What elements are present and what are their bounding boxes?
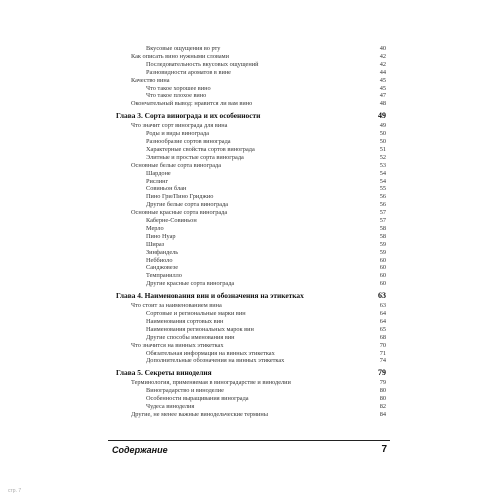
toc-page-number: 70 xyxy=(379,341,386,349)
toc-page-number: 79 xyxy=(378,368,386,378)
toc-page-number: 68 xyxy=(379,333,386,341)
toc-page-number: 64 xyxy=(379,310,386,317)
toc-page-number: 57 xyxy=(379,217,386,224)
toc-page-number: 60 xyxy=(379,280,386,288)
toc-page-number: 79 xyxy=(379,379,386,387)
toc-entry-title: Что такое плохое вино xyxy=(146,92,207,100)
toc-entry-title: Что значит сорт винограда для вина xyxy=(131,122,228,130)
toc-entry-title: Другие белые сорта винограда xyxy=(146,201,229,209)
toc-entry-title: Обязательная информация на винных этикетках xyxy=(146,349,275,357)
toc-page-number: 82 xyxy=(379,403,386,410)
toc-page-number: 80 xyxy=(379,395,386,403)
toc-entry-title: Чудеса виноделия xyxy=(146,403,195,410)
toc-page-number: 64 xyxy=(379,317,386,325)
toc-entry-title: Что такое хорошее вино xyxy=(146,84,211,92)
toc-page-number: 49 xyxy=(379,122,386,130)
toc-page-number: 42 xyxy=(379,52,386,60)
toc-page-number: 59 xyxy=(379,240,386,248)
toc-entry-title: Другие способы именования вин xyxy=(146,333,235,341)
toc-entry-title: Каберне-Совиньон xyxy=(146,217,197,224)
toc-page-number: 56 xyxy=(379,193,386,201)
toc-entry-title: Пино Гри/Пино Гриджио xyxy=(146,193,214,201)
toc-entry-title: Наименования сортовых вин xyxy=(146,317,224,325)
toc-page-number: 49 xyxy=(378,111,386,121)
toc-entry-title: Что стоит за наименованием вина xyxy=(131,302,222,310)
toc-entry-title: Санджовезе xyxy=(146,264,179,272)
toc-entry-title: Пино Нуар xyxy=(146,232,176,240)
toc-page-number: 71 xyxy=(379,349,386,357)
toc-page-number: 45 xyxy=(379,84,386,92)
toc-page-number: 63 xyxy=(379,302,386,310)
toc-entry-title: Особенности выращивания винограда xyxy=(146,395,249,403)
toc-entry-title: Терминология, применяемая в виноградарстве и виноделии xyxy=(131,379,291,387)
toc-entry-title: Наименования региональных марок вин xyxy=(146,325,254,333)
toc-entry-title: Мерло xyxy=(146,224,164,232)
toc-entry-title: Другие, не менее важные винодельческие термины xyxy=(131,410,268,418)
toc-entry-title: Основные белые сорта винограда xyxy=(131,161,222,169)
toc-page-number: 53 xyxy=(379,161,386,169)
footer-title: Содержание xyxy=(112,445,168,455)
toc-page-number: 42 xyxy=(379,60,386,68)
toc-entry-title: Роды и виды винограда xyxy=(146,130,210,138)
toc-page-number: 84 xyxy=(379,410,386,418)
toc-page-number: 60 xyxy=(379,256,386,264)
toc-entry-title: Окончательный вывод: нравится ли вам вино xyxy=(131,100,253,108)
toc-entry-title: Разновидности ароматов в вине xyxy=(146,68,231,76)
toc-page-number: 60 xyxy=(379,264,386,272)
toc-entry-title: Элитные и простые сорта винограда xyxy=(146,153,244,161)
toc-page-number: 45 xyxy=(379,76,386,84)
toc-entry-title: Виноградарство и виноделие xyxy=(146,387,224,395)
toc-entry-title: Что значится на винных этикетках xyxy=(131,341,224,349)
toc-entry-title: Шираз xyxy=(146,240,165,248)
toc-entry-title: Темпранилло xyxy=(146,272,182,280)
toc-entry-title: Зинфандель xyxy=(146,248,179,256)
toc-page-number: 74 xyxy=(379,357,386,365)
toc-page-number: 54 xyxy=(379,177,386,185)
toc-page-number: 44 xyxy=(379,68,386,76)
toc-entry-title: Как описать вино нужными словами xyxy=(131,52,230,60)
toc-page-number: 48 xyxy=(379,100,386,108)
toc-entry-title: Основные красные сорта винограда xyxy=(131,209,228,217)
toc-page-number: 63 xyxy=(378,291,386,301)
toc-entry-title: Рислинг xyxy=(146,177,169,185)
toc-page-number: 52 xyxy=(379,153,386,161)
toc-page-number: 50 xyxy=(379,138,386,145)
toc-page-number: 47 xyxy=(379,92,386,100)
toc-page-number: 55 xyxy=(379,185,386,193)
toc-page-number: 57 xyxy=(379,209,386,217)
toc-entry-title: Другие красные сорта винограда xyxy=(146,280,235,288)
toc-page-number: 59 xyxy=(379,248,386,256)
toc-entry-title: Глава 5. Секреты виноделия xyxy=(116,368,212,378)
toc-page-number: 54 xyxy=(379,169,386,177)
toc-entry-title: Характерные свойства сортов винограда xyxy=(146,145,255,153)
toc-entry-title: Вкусовые ощущения во рту xyxy=(146,45,221,52)
toc-page-number: 51 xyxy=(379,145,386,153)
toc-entry-title: Глава 4. Наименования вин и обозначения на этикетках xyxy=(116,291,304,301)
toc-page-number: 60 xyxy=(379,272,386,280)
toc-page-number: 80 xyxy=(379,387,386,395)
toc-page-number: 56 xyxy=(379,201,386,209)
toc-entry-title: Разнообразие сортов винограда xyxy=(146,138,231,145)
footer-rule xyxy=(108,440,390,441)
toc-entry-title: Качество вина xyxy=(131,76,170,84)
footer-page-number: 7 xyxy=(381,444,387,455)
toc-page-number: 58 xyxy=(379,224,386,232)
toc-entry-title: Сортовые и региональные марки вин xyxy=(146,310,246,317)
toc-entry-title: Глава 3. Сорта винограда и их особенности xyxy=(116,111,261,121)
toc-entry-title: Последовательность вкусовых ощущений xyxy=(146,60,259,68)
toc-entry-title: Неббиоло xyxy=(146,256,173,264)
toc-page-number: 40 xyxy=(379,45,386,52)
toc-page-number: 50 xyxy=(379,130,386,138)
toc-entry-title: Совиньон блан xyxy=(146,185,187,193)
toc-page-number: 58 xyxy=(379,232,386,240)
toc-page-number: 65 xyxy=(379,325,386,333)
toc-entry-title: Дополнительные обозначения на винных этикетках xyxy=(146,357,285,365)
side-note: стр. 7 xyxy=(8,488,22,494)
toc-entry-title: Шардоне xyxy=(146,169,171,177)
